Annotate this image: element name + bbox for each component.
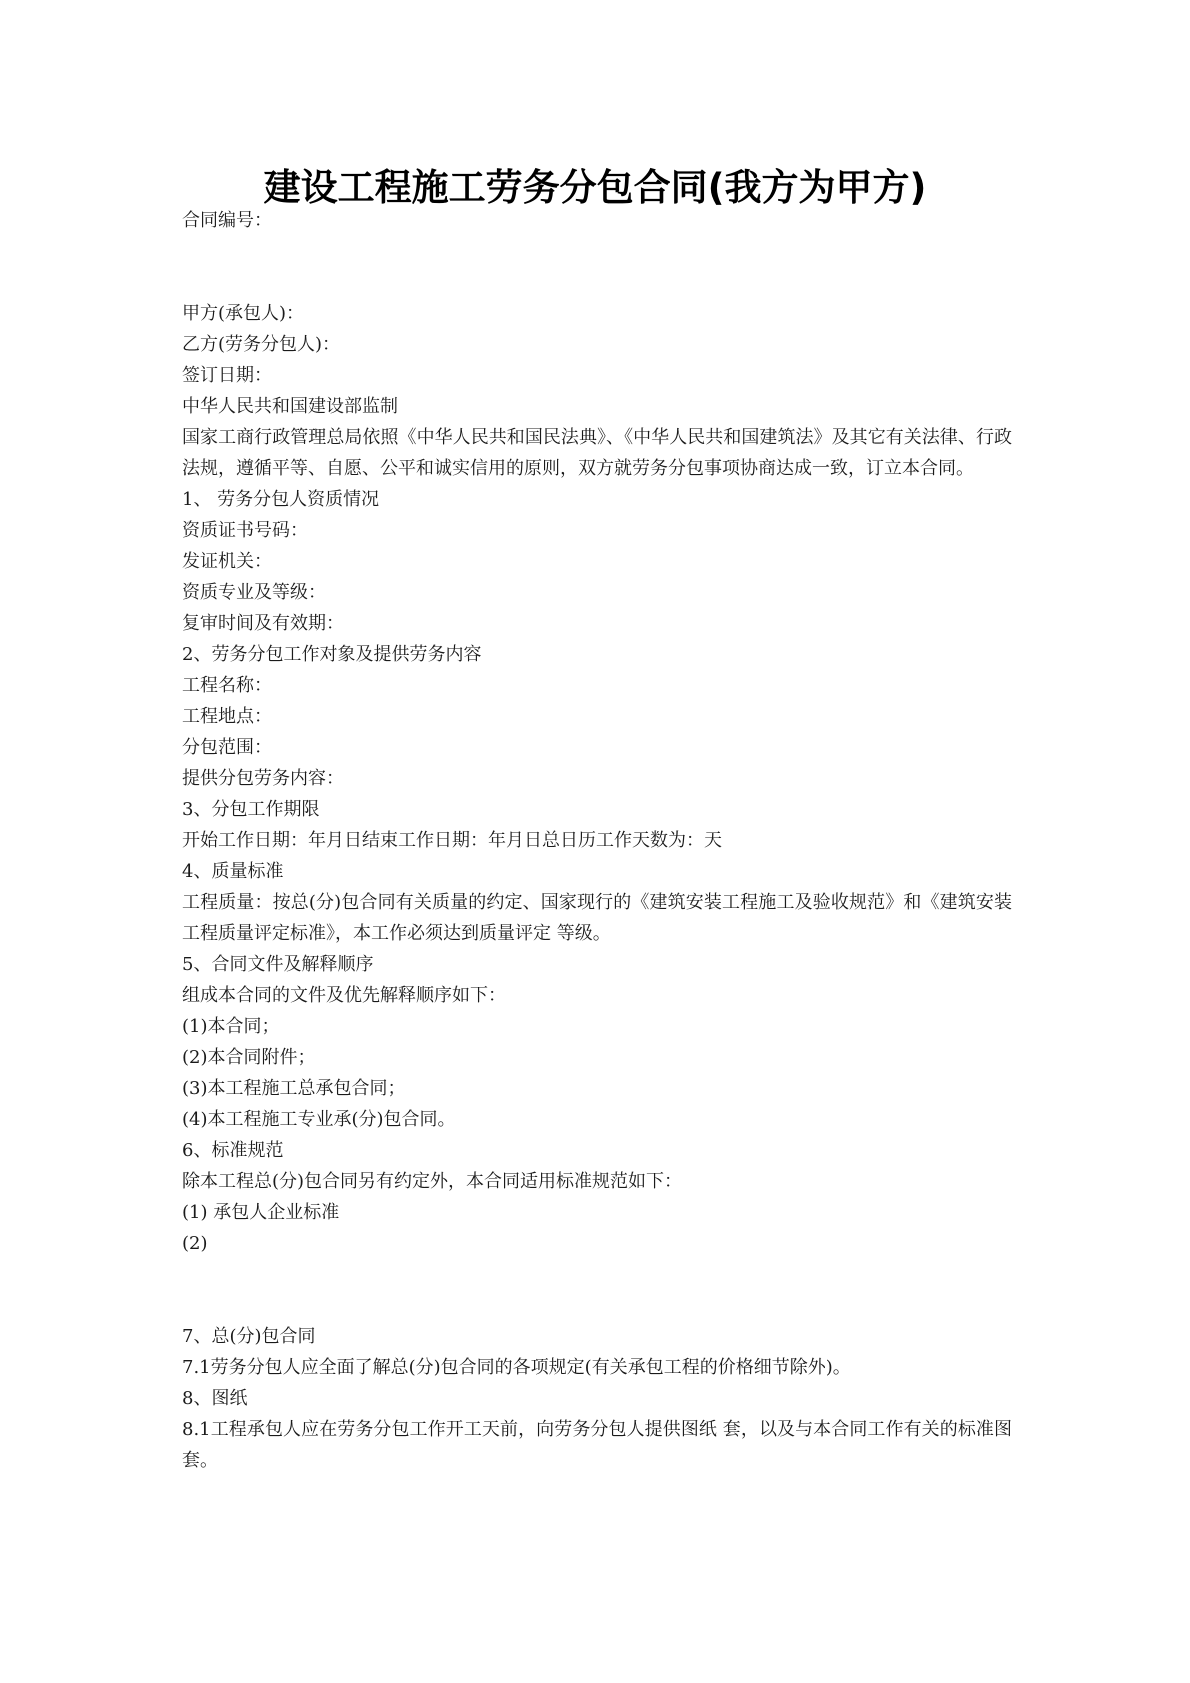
section-2-line: 分包范围： (182, 737, 272, 758)
supervisor-text: 中华人民共和国建设部监制 (182, 396, 398, 417)
section-1-line: 资质证书号码： (182, 520, 308, 541)
section-5-list-item: (4)本工程施工专业承(分)包合同。 (182, 1109, 456, 1130)
section-heading-7: 7、总(分)包合同 (182, 1326, 316, 1347)
document-title: 建设工程施工劳务分包合同(我方为甲方) (263, 166, 927, 209)
section-5-list-item: (2)本合同附件； (182, 1047, 316, 1068)
section-heading-1: 1、 劳务分包人资质情况 (182, 489, 380, 510)
document-body (182, 205, 1012, 1476)
section-8-clause: 8.1工程承包人应在劳务分包工作开工天前，向劳务分包人提供图纸 套，以及与本合同工作有关的标准图套。 (182, 1419, 1012, 1471)
section-5-line: 组成本合同的文件及优先解释顺序如下： (182, 985, 506, 1006)
section-5-list-item: (1)本合同； (182, 1016, 280, 1037)
sign-date-label: 签订日期： (182, 365, 272, 386)
section-6-list-item: (2) (182, 1233, 208, 1254)
section-1-line: 发证机关： (182, 551, 272, 572)
section-2-line: 提供分包劳务内容： (182, 768, 344, 789)
section-2-line: 工程地点： (182, 706, 272, 727)
section-heading-3: 3、分包工作期限 (182, 799, 320, 820)
party-b-label: 乙方(劳务分包人)： (182, 334, 341, 355)
section-3-line: 开始工作日期：年月日结束工作日期：年月日总日历工作天数为：天 (182, 830, 722, 851)
section-6-line: 除本工程总(分)包合同另有约定外，本合同适用标准规范如下： (182, 1171, 683, 1192)
blank-space (182, 1259, 1012, 1321)
section-heading-8: 8、图纸 (182, 1388, 248, 1409)
section-1-line: 复审时间及有效期： (182, 613, 344, 634)
section-4-paragraph: 工程质量：按总(分)包合同有关质量的约定、国家现行的《建筑安装工程施工及验收规范》和《建筑安装工程质量评定标准》，本工作必须达到质量评定 等级。 (182, 892, 1012, 944)
section-heading-6: 6、标准规范 (182, 1140, 284, 1161)
section-6-list-item: (1) 承包人企业标准 (182, 1202, 340, 1223)
section-heading-2: 2、劳务分包工作对象及提供劳务内容 (182, 644, 482, 665)
section-heading-5: 5、合同文件及解释顺序 (182, 954, 374, 975)
party-a-label: 甲方(承包人)： (182, 303, 305, 324)
section-2-line: 工程名称： (182, 675, 272, 696)
section-1-line: 资质专业及等级： (182, 582, 326, 603)
section-heading-4: 4、质量标准 (182, 861, 284, 882)
contract-number-label: 合同编号： (182, 210, 272, 231)
preamble-paragraph: 国家工商行政管理总局依照《中华人民共和国民法典》、《中华人民共和国建筑法》及其它有关法律、行政法规，遵循平等、自愿、公平和诚实信用的原则，双方就劳务分包事项协商达成一致，订立本合同。 (182, 427, 1012, 479)
section-7-clause: 7.1劳务分包人应全面了解总(分)包合同的各项规定(有关承包工程的价格细节除外)。 (182, 1357, 851, 1378)
blank-space (182, 236, 1012, 298)
section-5-list-item: (3)本工程施工总承包合同； (182, 1078, 406, 1099)
